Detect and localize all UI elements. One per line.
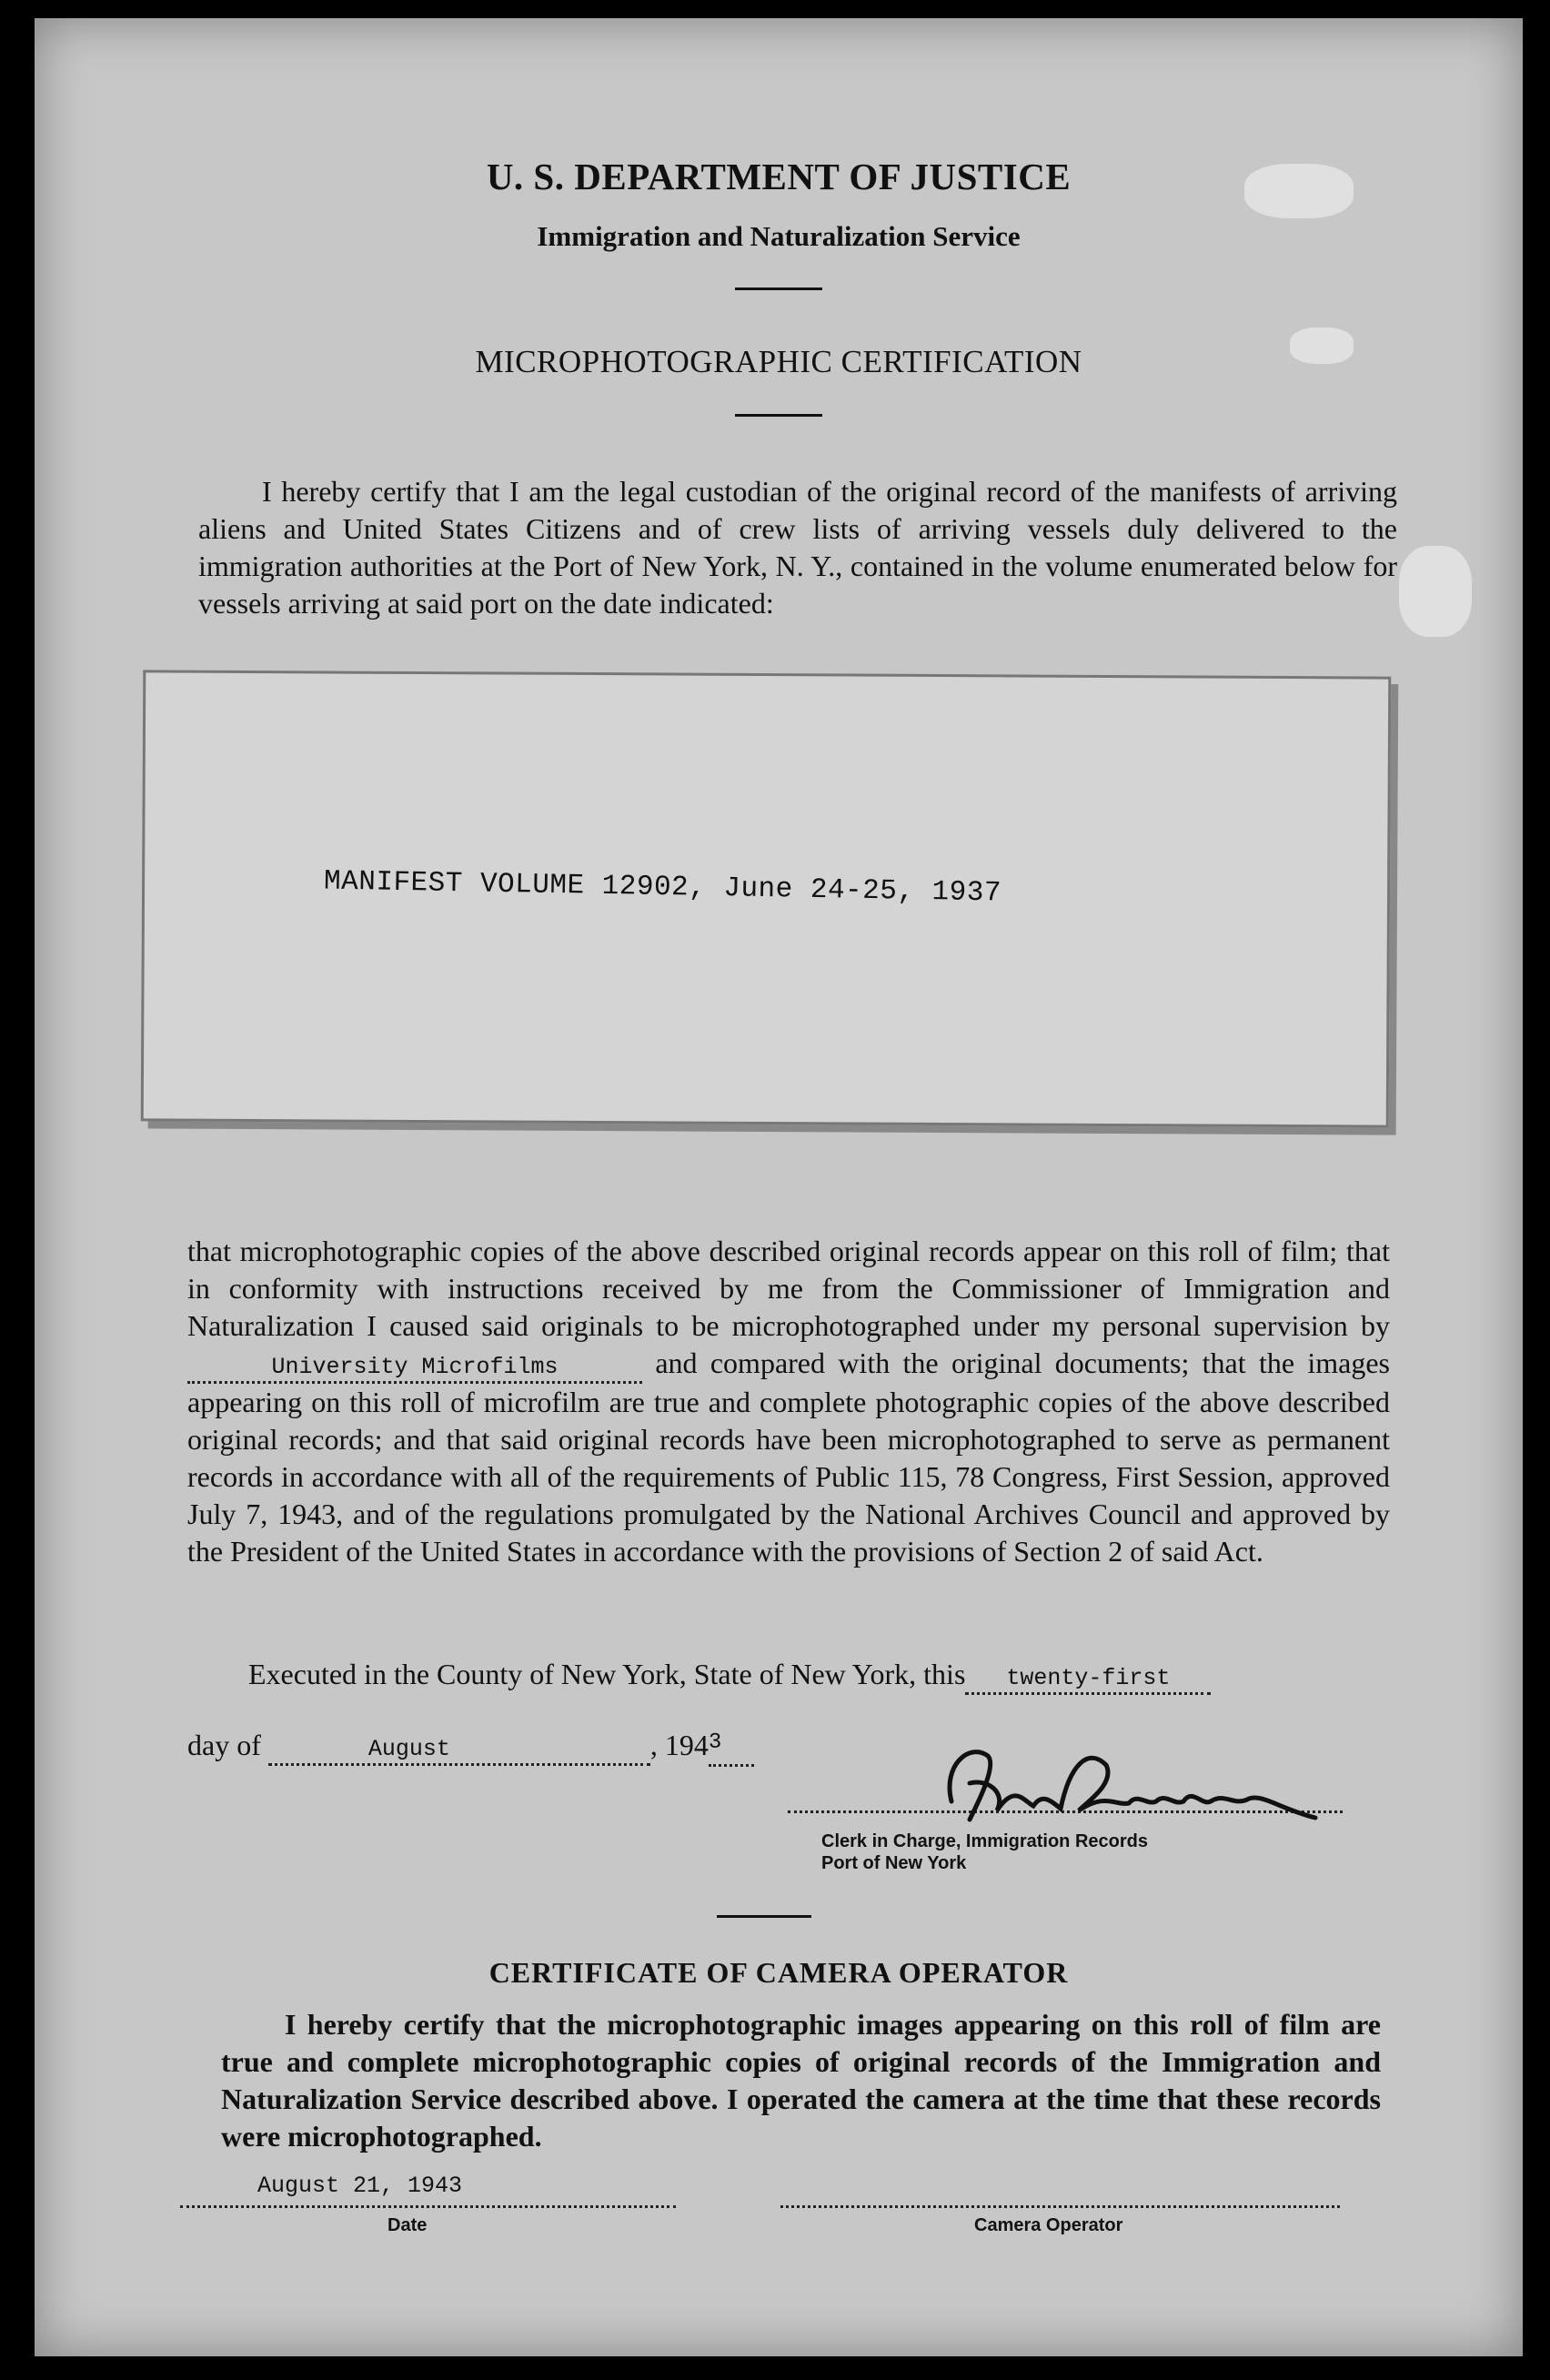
executed-line — [248, 1656, 1211, 1695]
camera-operator-label: Camera Operator — [974, 2215, 1123, 2235]
camera-operator-heading: CERTIFICATE OF CAMERA OPERATOR — [488, 1956, 1069, 1989]
date-label: Date — [388, 2215, 428, 2235]
year-field — [709, 1731, 754, 1767]
photographer-field — [187, 1349, 642, 1384]
divider-rule — [735, 414, 822, 417]
service-subheading: Immigration and Naturalization Service — [537, 220, 1021, 252]
operator-signature-line — [780, 2200, 1340, 2208]
body-paragraph — [187, 1233, 1390, 1570]
certification-title: MICROPHOTOGRAPHIC CERTIFICATION — [475, 344, 1082, 379]
body-text-part1: that microphotographic copies of the above described original records appear on this roll of film; that in conformity with instructions received by me from the Commissioner of Immigration and Naturalization I caused said originals to be microphotographed under my personal supervision by — [187, 1235, 1390, 1342]
clerk-title-line2: Port of New York — [821, 1853, 967, 1873]
certificate-page — [35, 18, 1523, 2356]
date-line — [187, 1727, 754, 1767]
clerk-title — [821, 1830, 1148, 1874]
clerk-signature — [933, 1738, 1334, 1838]
day-of-label: day of — [187, 1729, 261, 1761]
year-digit: 3 — [708, 1730, 722, 1755]
divider-rule — [735, 287, 822, 290]
manifest-volume-text: MANIFEST VOLUME 12902, June 24-25, 1937 — [323, 865, 1002, 910]
scan-artifact — [1399, 546, 1472, 637]
department-heading: U. S. DEPARTMENT OF JUSTICE — [486, 156, 1072, 197]
year-prefix: , 194 — [649, 1729, 709, 1761]
photographer-value: University Microfilms — [271, 1354, 559, 1380]
day-value: twenty-first — [1006, 1665, 1171, 1691]
date-signature-line — [180, 2200, 676, 2208]
intro-paragraph: I hereby certify that I am the legal custodian of the original record of the manifests of arriving aliens and United States Citizens and of crew lists of arriving vessels duly delivered to the immigration authorities at the Port of New York, N. Y., contained in the volume enumerated below for vessels arriving at said port on the date indicated: — [198, 475, 1397, 620]
camera-operator-paragraph: I hereby certify that the microphotographic images appearing on this roll of film are true and complete microphotographic copies of original records of the Immigration and Naturalization Service described above. I operated the camera at the time that these records were microphotographed. — [221, 2008, 1381, 2153]
month-value: August — [367, 1736, 450, 1762]
body-text-part2: and compared with the original documents; that the images appearing on this roll of microfilm are true and complete photographic copies of the above described original records; and that said original records have been microphotographed to serve as permanent records in accordance with all of the requirements of Public 115, 78 Congress, First Session, approved July 7, 1943, and of the regulations promulgated by the National Archives Council and approved by the President of the United States in accordance with the provisions of Section 2 of said Act. — [187, 1346, 1391, 1568]
day-field — [965, 1660, 1211, 1695]
divider-rule — [717, 1915, 811, 1918]
operator-date-value: August 21, 1943 — [257, 2173, 463, 2199]
month-field — [268, 1731, 650, 1766]
executed-text: Executed in the County of New York, State of New York, this — [248, 1658, 966, 1690]
clerk-title-line1: Clerk in Charge, Immigration Records — [821, 1831, 1148, 1851]
